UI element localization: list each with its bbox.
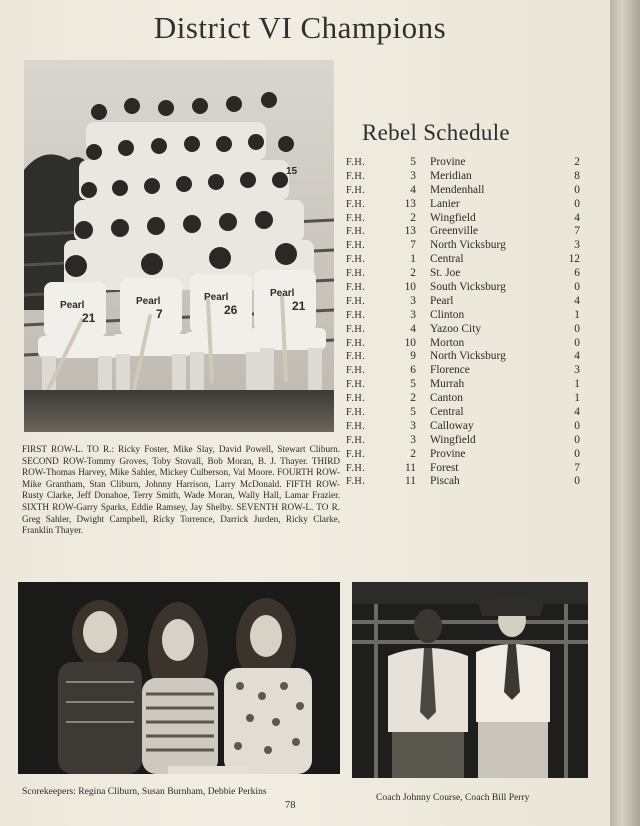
schedule-opponent: Provine bbox=[430, 156, 466, 168]
schedule-row bbox=[346, 281, 586, 295]
schedule-opponent: Morton bbox=[430, 336, 465, 349]
schedule-our-score: 1 bbox=[410, 253, 416, 266]
coaches-caption: Coach Johnny Course, Coach Bill Perry bbox=[376, 792, 530, 803]
schedule-opponent: North Vicksburg bbox=[430, 239, 506, 252]
jersey-text: Pearl bbox=[136, 296, 161, 307]
schedule-their-score: 4 bbox=[574, 294, 580, 307]
schedule-our-score: 3 bbox=[410, 419, 416, 432]
schedule-opponent: Canton bbox=[430, 392, 463, 405]
schedule-opponent: Central bbox=[430, 253, 464, 266]
schedule-their-score: 3 bbox=[574, 239, 580, 252]
schedule-opponent: Greenville bbox=[430, 225, 479, 238]
schedule-home-label: F.H. bbox=[346, 448, 366, 460]
team-photo bbox=[24, 60, 334, 432]
schedule-row bbox=[346, 364, 586, 378]
schedule-row bbox=[346, 239, 586, 253]
schedule-home-label: F.H. bbox=[346, 184, 366, 196]
schedule-row bbox=[346, 198, 586, 212]
schedule-our-score: 5 bbox=[410, 406, 416, 419]
schedule-their-score: 3 bbox=[574, 364, 580, 377]
schedule-opponent: Lanier bbox=[430, 197, 460, 210]
schedule-our-score: 3 bbox=[410, 308, 416, 321]
schedule-row bbox=[346, 392, 586, 406]
schedule-opponent: Wingfield bbox=[430, 433, 476, 446]
schedule-their-score: 12 bbox=[568, 253, 580, 266]
schedule-their-score: 0 bbox=[574, 336, 580, 349]
schedule-their-score: 0 bbox=[574, 419, 580, 432]
schedule-opponent: Clinton bbox=[430, 308, 465, 321]
schedule-home-label: F.H. bbox=[346, 407, 366, 419]
schedule-row bbox=[346, 434, 586, 448]
jersey-number: 15 bbox=[286, 166, 298, 177]
jersey-text: Pearl bbox=[270, 288, 295, 299]
schedule-row bbox=[346, 156, 586, 170]
schedule-home-label: F.H. bbox=[346, 351, 366, 363]
schedule-home-label: F.H. bbox=[346, 268, 366, 280]
schedule-opponent: Provine bbox=[430, 447, 466, 460]
schedule-our-score: 3 bbox=[410, 294, 416, 307]
schedule-row bbox=[346, 323, 586, 337]
coaches-photo-image bbox=[352, 582, 588, 778]
schedule-our-score: 13 bbox=[404, 197, 416, 210]
schedule-row bbox=[346, 170, 586, 184]
team-roster-caption: FIRST ROW-L. TO R.: Ricky Foster, Mike Slay, David Powell, Stewart Cliburn. SECOND ROW-Tommy Groves, Toby Stovall, Bob Moran, B. J. Thayer. THIRD ROW-Thomas Harvey, Mike Sahler, Mickey Culberson, Val Moore. FOURTH ROW-Mike Grantham, Stan Cliburn, Johnny Harrison, Larry McDonald. FIFTH ROW-Rusty Clarke, Jeff Donahoe, Terry Smith, Wade Moran, Wally Hall, Lamar Frazier. SIXTH ROW-Garry Sparks, Eddie Ramsey, Jay Shelby. SEVENTH ROW-L. TO R. Greg Sahler, Dwight Campbell, Ricky Torrence, Darrick Jurden, Ricky Clarke, Franklin Thayer. bbox=[22, 444, 340, 536]
schedule-our-score: 11 bbox=[405, 475, 416, 488]
jersey-number: 21 bbox=[82, 311, 96, 325]
schedule-row bbox=[346, 309, 586, 323]
schedule-their-score: 1 bbox=[574, 378, 580, 391]
schedule-their-score: 0 bbox=[574, 433, 580, 446]
scorekeepers-photo bbox=[18, 582, 340, 774]
jersey-number: 7 bbox=[156, 307, 163, 321]
page-number: 78 bbox=[285, 800, 296, 811]
schedule-row bbox=[346, 462, 586, 476]
schedule-row bbox=[346, 267, 586, 281]
schedule-their-score: 0 bbox=[574, 183, 580, 196]
schedule-home-label: F.H. bbox=[346, 365, 366, 377]
schedule-table bbox=[346, 156, 586, 489]
schedule-home-label: F.H. bbox=[346, 226, 366, 238]
schedule-their-score: 4 bbox=[574, 350, 580, 363]
schedule-their-score: 0 bbox=[574, 475, 580, 488]
schedule-our-score: 10 bbox=[404, 281, 416, 294]
schedule-home-label: F.H. bbox=[346, 212, 366, 224]
schedule-their-score: 8 bbox=[574, 169, 580, 182]
schedule-our-score: 9 bbox=[410, 350, 416, 363]
jersey-number: 21 bbox=[292, 299, 306, 313]
schedule-row bbox=[346, 350, 586, 364]
schedule-home-label: F.H. bbox=[346, 254, 366, 266]
schedule-home-label: F.H. bbox=[346, 170, 366, 182]
schedule-row bbox=[346, 212, 586, 226]
schedule-row bbox=[346, 378, 586, 392]
schedule-their-score: 1 bbox=[574, 308, 580, 321]
jersey-text: Pearl bbox=[60, 300, 85, 311]
schedule-opponent: Florence bbox=[430, 364, 470, 377]
schedule-row bbox=[346, 253, 586, 267]
schedule-row bbox=[346, 475, 586, 489]
schedule-home-label: F.H. bbox=[346, 476, 366, 488]
schedule-home-label: F.H. bbox=[346, 393, 366, 405]
schedule-home-label: F.H. bbox=[346, 434, 366, 446]
schedule-home-label: F.H. bbox=[346, 379, 366, 391]
schedule-our-score: 6 bbox=[410, 364, 416, 377]
schedule-their-score: 6 bbox=[574, 267, 580, 280]
schedule-opponent: Wingfield bbox=[430, 211, 476, 224]
team-photo-image bbox=[24, 60, 334, 432]
schedule-their-score: 2 bbox=[574, 156, 580, 168]
schedule-our-score: 7 bbox=[410, 239, 416, 252]
schedule-our-score: 2 bbox=[410, 447, 416, 460]
page-title: District VI Champions bbox=[153, 10, 447, 45]
schedule-home-label: F.H. bbox=[346, 157, 366, 168]
schedule-row bbox=[346, 448, 586, 462]
schedule-our-score: 3 bbox=[410, 433, 416, 446]
schedule-row bbox=[346, 184, 586, 198]
schedule-our-score: 2 bbox=[410, 392, 416, 405]
schedule-home-label: F.H. bbox=[346, 309, 366, 321]
schedule-our-score: 10 bbox=[404, 336, 416, 349]
schedule-opponent: Calloway bbox=[430, 419, 474, 432]
schedule-home-label: F.H. bbox=[346, 240, 366, 252]
schedule-our-score: 4 bbox=[410, 322, 416, 335]
schedule-home-label: F.H. bbox=[346, 337, 366, 349]
schedule-opponent: Forest bbox=[430, 461, 459, 474]
schedule-row bbox=[346, 225, 586, 239]
schedule-their-score: 4 bbox=[574, 406, 580, 419]
schedule-our-score: 3 bbox=[410, 169, 416, 182]
schedule-their-score: 7 bbox=[574, 461, 580, 474]
schedule-opponent: North Vicksburg bbox=[430, 350, 506, 363]
schedule-their-score: 7 bbox=[574, 225, 580, 238]
schedule-their-score: 4 bbox=[574, 211, 580, 224]
schedule-our-score: 2 bbox=[410, 267, 416, 280]
schedule-opponent: Pearl bbox=[430, 294, 454, 307]
schedule-home-label: F.H. bbox=[346, 295, 366, 307]
jersey-number: 26 bbox=[224, 303, 238, 317]
schedule-our-score: 2 bbox=[410, 211, 416, 224]
schedule-their-score: 0 bbox=[574, 281, 580, 294]
schedule-opponent: Piscah bbox=[430, 475, 460, 488]
schedule-their-score: 0 bbox=[574, 447, 580, 460]
schedule-home-label: F.H. bbox=[346, 420, 366, 432]
jersey-text: Pearl bbox=[204, 292, 229, 303]
schedule-home-label: F.H. bbox=[346, 198, 366, 210]
schedule-our-score: 13 bbox=[404, 225, 416, 238]
schedule-title: Rebel Schedule bbox=[362, 120, 510, 145]
schedule-their-score: 0 bbox=[574, 197, 580, 210]
scorekeepers-photo-image bbox=[18, 582, 340, 774]
schedule-row bbox=[346, 295, 586, 309]
coaches-photo bbox=[352, 582, 588, 778]
schedule-our-score: 11 bbox=[405, 461, 416, 474]
schedule-row bbox=[346, 337, 586, 351]
schedule-home-label: F.H. bbox=[346, 323, 366, 335]
schedule-opponent: Meridian bbox=[430, 169, 472, 182]
schedule-opponent: St. Joe bbox=[430, 267, 461, 280]
scorekeepers-caption: Scorekeepers: Regina Cliburn, Susan Burnham, Debbie Perkins bbox=[22, 786, 267, 797]
schedule-opponent: Murrah bbox=[430, 378, 465, 391]
schedule-our-score: 4 bbox=[410, 183, 416, 196]
schedule-opponent: Yazoo City bbox=[430, 322, 482, 335]
schedule-opponent: South Vicksburg bbox=[430, 281, 506, 294]
schedule-row bbox=[346, 406, 586, 420]
schedule-their-score: 1 bbox=[574, 392, 580, 405]
schedule-row bbox=[346, 420, 586, 434]
schedule-our-score: 5 bbox=[410, 156, 416, 168]
page-edge bbox=[610, 0, 640, 826]
schedule-our-score: 5 bbox=[410, 378, 416, 391]
schedule-their-score: 0 bbox=[574, 322, 580, 335]
schedule-home-label: F.H. bbox=[346, 282, 366, 294]
schedule-opponent: Mendenhall bbox=[430, 183, 485, 196]
schedule-home-label: F.H. bbox=[346, 462, 366, 474]
schedule-opponent: Central bbox=[430, 406, 464, 419]
